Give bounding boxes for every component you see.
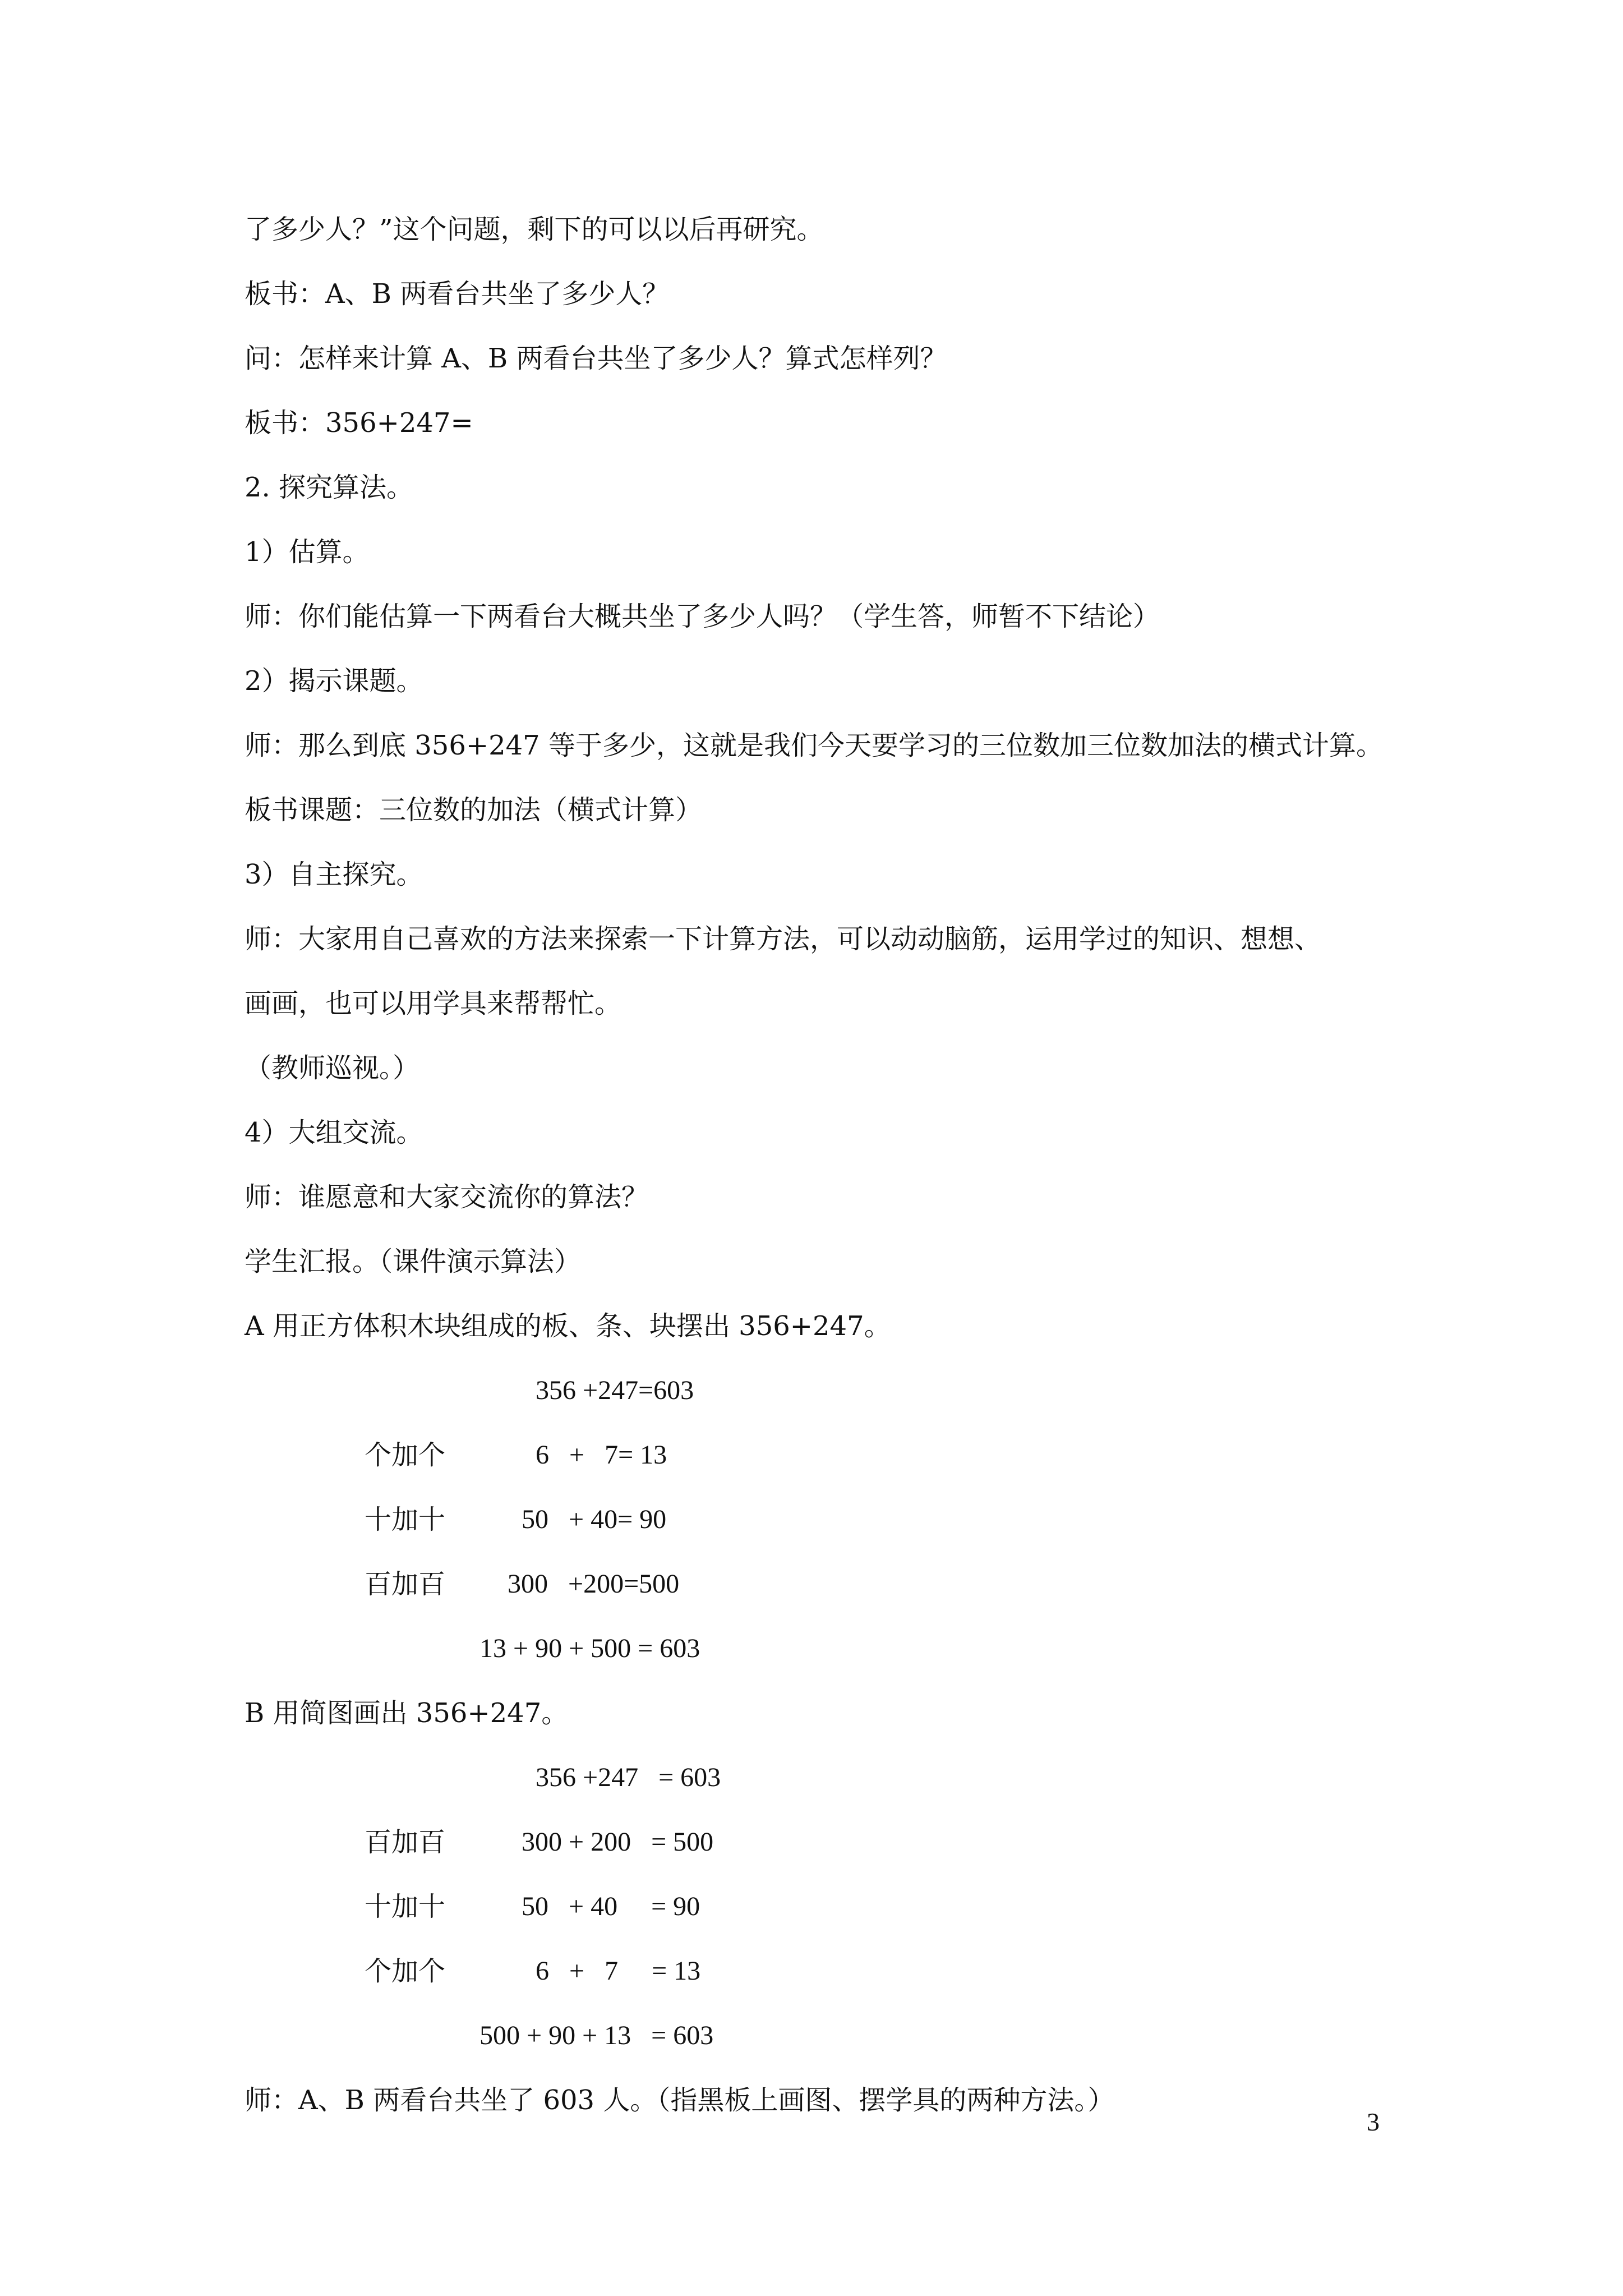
paragraph: 师：你们能估算一下两看台大概共坐了多少人吗？（学生答，师暂不下结论） bbox=[245, 601, 1160, 632]
paragraph: 师：大家用自己喜欢的方法来探索一下计算方法，可以动动脑筋，运用学过的知识、想想、 bbox=[245, 923, 1322, 955]
subsection-heading: 3）自主探究。 bbox=[245, 859, 423, 890]
page-number: 3 bbox=[1367, 2108, 1380, 2136]
place-label: 百加百 bbox=[365, 1826, 446, 1858]
calc-expression: 300 + 200 = 500 bbox=[522, 1827, 714, 1857]
calc-expression: 300 +200=500 bbox=[508, 1569, 680, 1599]
calc-expression: 6 + 7= 13 bbox=[536, 1440, 667, 1470]
calc-expression: 50 + 40= 90 bbox=[522, 1504, 667, 1534]
paragraph: 师：谁愿意和大家交流你的算法？ bbox=[245, 1181, 649, 1213]
calc-expression: 50 + 40 = 90 bbox=[522, 1892, 700, 1921]
subsection-heading: 2）揭示课题。 bbox=[245, 665, 423, 697]
paragraph: （教师巡视。） bbox=[245, 1052, 420, 1084]
paragraph: 板书：A、B 两看台共坐了多少人？ bbox=[245, 278, 670, 310]
subsection-heading: 4）大组交流。 bbox=[245, 1117, 423, 1148]
paragraph: 学生汇报。（课件演示算法） bbox=[245, 1246, 582, 1277]
place-label: 十加十 bbox=[365, 1891, 446, 1922]
place-label: 个加个 bbox=[365, 1439, 446, 1471]
place-label: 百加百 bbox=[365, 1568, 446, 1600]
equation: 356 +247=603 bbox=[536, 1375, 694, 1405]
place-label: 个加个 bbox=[365, 1955, 446, 1987]
place-label: 十加十 bbox=[365, 1504, 446, 1535]
paragraph: 了多少人？”这个问题，剩下的可以以后再研究。 bbox=[245, 214, 824, 245]
paragraph: 师：A、B 两看台共坐了 603 人。（指黑板上画图、摆学具的两种方法。） bbox=[245, 2085, 1115, 2116]
calc-total: 13 + 90 + 500 = 603 bbox=[479, 1634, 700, 1663]
paragraph: 板书：356+247= bbox=[245, 407, 473, 439]
paragraph: 问：怎样来计算 A、B 两看台共坐了多少人？算式怎样列？ bbox=[245, 343, 947, 374]
section-heading: 2. 探究算法。 bbox=[245, 472, 414, 503]
calc-total: 500 + 90 + 13 = 603 bbox=[479, 2021, 714, 2050]
paragraph: 画画，也可以用学具来帮帮忙。 bbox=[245, 988, 622, 1019]
paragraph: B 用简图画出 356+247。 bbox=[245, 1697, 569, 1729]
calc-expression: 6 + 7 = 13 bbox=[536, 1956, 701, 1986]
paragraph: 板书课题：三位数的加法（横式计算） bbox=[245, 794, 703, 826]
subsection-heading: 1）估算。 bbox=[245, 536, 370, 568]
paragraph: 师：那么到底 356+247 等于多少，这就是我们今天要学习的三位数加三位数加法的横式计算。 bbox=[245, 730, 1383, 761]
equation: 356 +247 = 603 bbox=[536, 1763, 721, 1792]
paragraph: A 用正方体积木块组成的板、条、块摆出 356+247。 bbox=[245, 1310, 891, 1342]
